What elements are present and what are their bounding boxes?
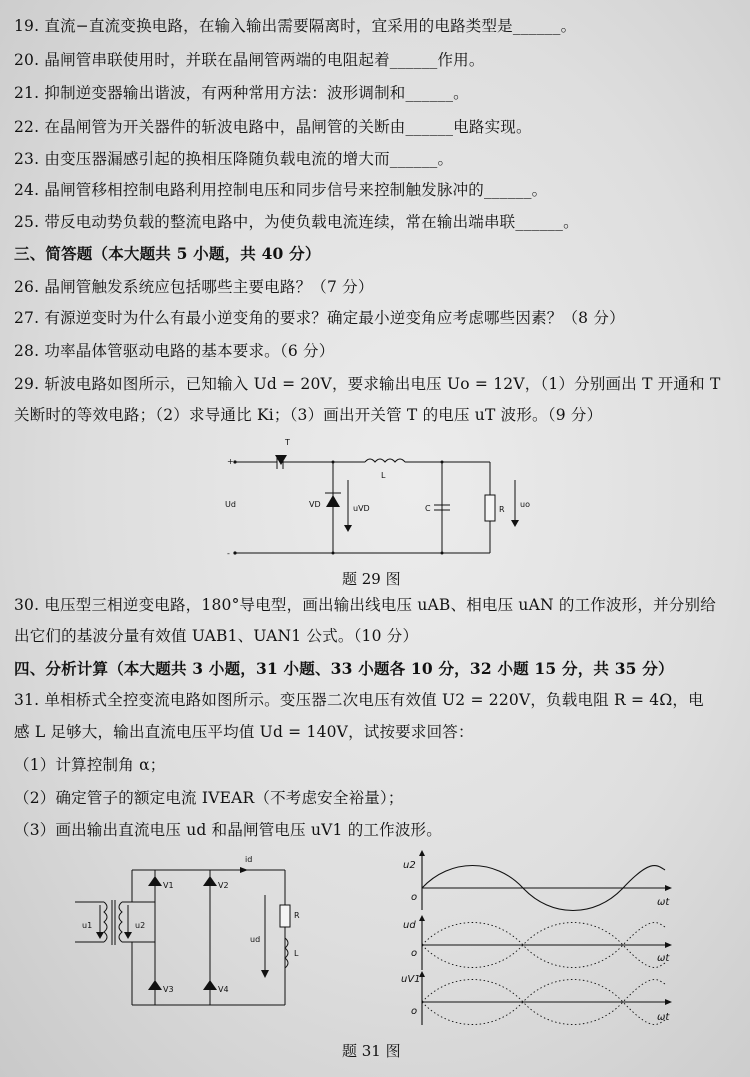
uvd-label: uVD: [353, 504, 370, 513]
uo-label: uo: [520, 500, 530, 509]
figure-31-circuit: [60, 850, 310, 1030]
vd-label: VD: [309, 500, 321, 509]
r-label-31: R: [294, 911, 300, 920]
figure-31-caption: 题 31 图: [342, 1042, 401, 1060]
q29-line2: 关断时的等效电路；（2）求导通比 Ki；（3）画出开关管 T 的电压 uT 波形。（9 分）: [14, 406, 603, 424]
u2-label: u2: [135, 921, 146, 930]
wave-u2-label: u2: [403, 860, 416, 871]
figure-29-caption: 题 29 图: [342, 570, 401, 588]
origin-label-2: o: [411, 948, 418, 959]
minus-label: -: [227, 549, 230, 558]
t-label: T: [285, 438, 290, 447]
q31-part2: （2）确定管子的额定电流 IVEAR（不考虑安全裕量）；: [14, 789, 404, 807]
q23: 23. 由变压器漏感引起的换相压降随负载电流的增大而______。: [14, 150, 454, 168]
q30-line1: 30. 电压型三相逆变电路，180°导电型，画出输出线电压 uAB、相电压 uAN 的工作波形，并分别给: [14, 596, 716, 614]
q22: 22. 在晶闸管为开关器件的斩波电路中，晶闸管的关断由______电路实现。: [14, 118, 532, 136]
thyristor-v4-icon: [203, 980, 217, 990]
r-label: R: [499, 505, 505, 514]
thyristor-v1-icon: [148, 876, 162, 886]
vd-diode-icon: [326, 495, 340, 507]
v2-label: V2: [218, 881, 229, 890]
u1-label: u1: [82, 921, 93, 930]
q29-line1: 29. 斩波电路如图所示，已知输入 Ud = 20V，要求输出电压 Uo = 12V，（1）分别画出 T 开通和 T: [14, 375, 721, 393]
q24: 24. 晶闸管移相控制电路利用控制电压和同步信号来控制触发脉冲的______。: [14, 181, 548, 199]
q31-line1: 31. 单相桥式全控变流电路如图所示。变压器二次电压有效值 U2 = 220V，负载电阻 R = 4Ω，电: [14, 691, 704, 709]
q31-part1: （1）计算控制角 α；: [14, 756, 166, 774]
figure-29-circuit: [215, 435, 530, 565]
v3-label: V3: [163, 985, 174, 994]
q19: 19. 直流−直流变换电路，在输入输出需要隔离时，宜采用的电路类型是______。: [14, 17, 577, 35]
q30-line2: 出它们的基波分量有效值 UAB1、UAN1 公式。（10 分）: [14, 627, 419, 645]
v4-label: V4: [218, 985, 229, 994]
section-4-heading: 四、分析计算（本大题共 3 小题，31 小题、33 小题各 10 分，32 小题 15 分，共 35 分）: [14, 659, 674, 678]
q20: 20. 晶闸管串联使用时，并联在晶闸管两端的电阻起着______作用。: [14, 51, 485, 69]
q21: 21. 抑制逆变器输出谐波，有两种常用方法：波形调制和______。: [14, 84, 469, 102]
origin-label-3: o: [411, 1006, 418, 1017]
section-3-heading: 三、简答题（本大题共 5 小题，共 40 分）: [14, 244, 321, 263]
id-label: id: [245, 855, 253, 864]
q28: 28. 功率晶体管驱动电路的基本要求。（6 分）: [14, 342, 335, 360]
wt-label-3: ωt: [657, 1012, 670, 1023]
c-label: C: [425, 504, 431, 513]
origin-label-1: o: [411, 892, 418, 903]
wt-label-2: ωt: [657, 953, 670, 964]
thyristor-v2-icon: [203, 876, 217, 886]
q25: 25. 带反电动势负载的整流电路中，为使负载电流连续，常在输出端串联______。: [14, 213, 579, 231]
wave-uv1-label: uV1: [401, 974, 421, 985]
wave-ud-label: ud: [403, 920, 416, 931]
v1-label: V1: [163, 881, 174, 890]
wt-label-1: ωt: [657, 897, 670, 908]
q31-part3: （3）画出输出直流电压 ud 和晶闸管电压 uV1 的工作波形。: [14, 821, 442, 839]
ud-label-31: ud: [250, 935, 261, 944]
l-label-31: L: [294, 949, 299, 958]
q27: 27. 有源逆变时为什么有最小逆变角的要求？确定最小逆变角应考虑哪些因素？（8 分）: [14, 309, 625, 327]
ud-label: Ud: [225, 500, 236, 509]
plus-label: +: [227, 457, 234, 466]
l-label: L: [381, 471, 386, 480]
q26: 26. 晶闸管触发系统应包括哪些主要电路？（7 分）: [14, 278, 374, 296]
figure-31-waveforms: [395, 850, 685, 1030]
thyristor-v3-icon: [148, 980, 162, 990]
q31-line2: 感 L 足够大，输出直流电压平均值 Ud = 140V，试按要求回答：: [14, 723, 474, 741]
